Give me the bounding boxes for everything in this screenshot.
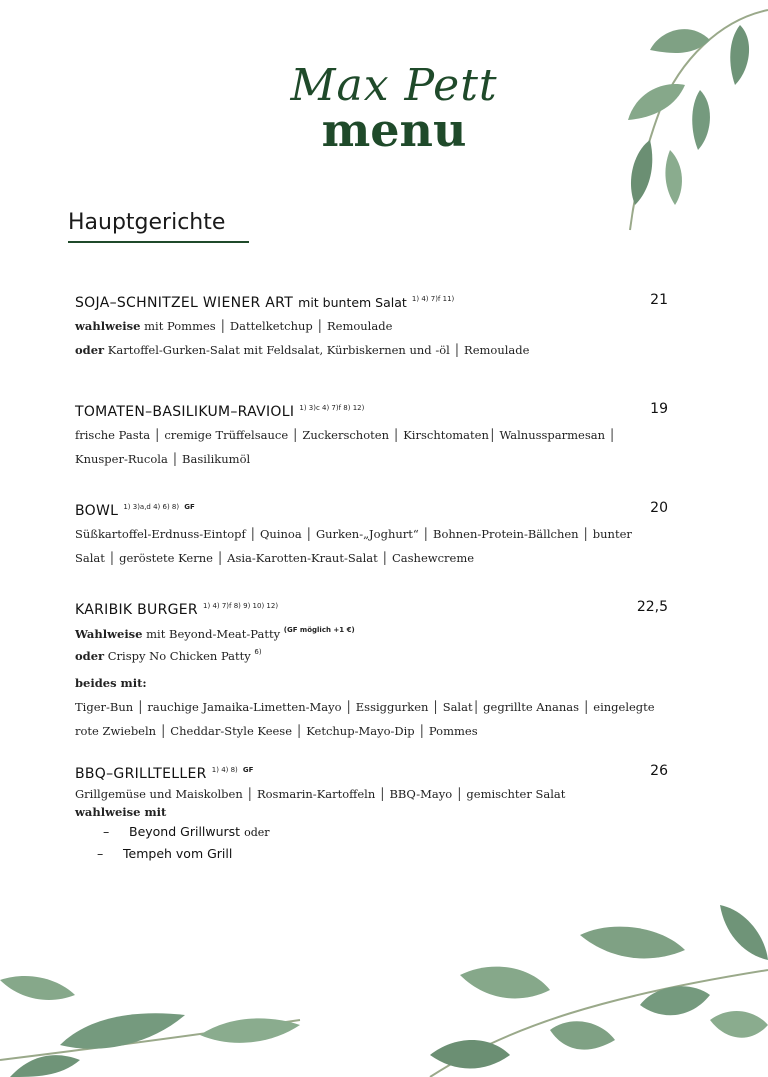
allergen-codes: 1) 4) 8) xyxy=(211,766,238,774)
dash-bullet-icon: – xyxy=(97,846,104,861)
gf-note-label: (GF möglich xyxy=(283,626,334,634)
both-with-label: beides mit: xyxy=(75,676,147,690)
dish-description-line: Knusper-Rucola │ Basilikumöl xyxy=(75,452,251,466)
dish-karibik-burger xyxy=(75,599,675,743)
option-label: oder xyxy=(75,343,105,357)
dish-price: 19 xyxy=(650,401,668,417)
option-text: Beyond Grillwurst xyxy=(129,824,241,839)
choice-option xyxy=(103,821,675,843)
gf-note-surcharge: +1 €) xyxy=(333,626,355,634)
option-label: wahlweise xyxy=(75,319,141,333)
option-text: mit Beyond-Meat-Patty xyxy=(142,627,284,641)
dish-option-line xyxy=(75,314,675,338)
option-label: oder xyxy=(75,649,105,663)
dish-name: SOJA–SCHNITZEL WIENER ART xyxy=(75,295,294,311)
option-label: Wahlweise xyxy=(75,627,143,641)
dish-bbq-grillteller xyxy=(75,763,675,864)
option-conjunction: oder xyxy=(244,826,270,839)
leaf-branch-bottom-left-decoration xyxy=(0,950,330,1077)
dish-description-line: Grillgemüse und Maiskolben │ Rosmarin-Kartoffeln │ BBQ-Mayo │ gemischter Salat xyxy=(75,787,566,801)
dish-description-line: Salat │ geröstete Kerne │ Asia-Karotten-Kraut-Salat │ Cashewcreme xyxy=(75,551,475,565)
allergen-codes: 1) 4) 7)f 8) 9) 10) 12) xyxy=(203,602,279,610)
gluten-free-tag: GF xyxy=(242,766,254,774)
dish-subtitle: mit buntem Salat xyxy=(298,295,407,310)
gluten-free-tag: GF xyxy=(184,503,195,511)
option-text: Tempeh vom Grill xyxy=(123,846,233,861)
dish-name: BOWL xyxy=(75,503,119,519)
dish-description-line: Tiger-Bun │ rauchige Jamaika-Limetten-Mayo │ Essiggurken │ Salat│ gegrillte Ananas │ eingelegte xyxy=(75,700,655,714)
allergen-codes: 6) xyxy=(254,648,262,656)
brand-logo xyxy=(284,60,504,157)
dish-name: TOMATEN–BASILIKUM–RAVIOLI xyxy=(75,404,295,420)
dash-bullet-icon: – xyxy=(103,824,110,839)
allergen-codes: 1) 3)c 4) 7)f 8) 12) xyxy=(299,404,365,412)
dish-description-line: frische Pasta │ cremige Trüffelsauce │ Zuckerschoten │ Kirschtomaten│ Walnussparmesan │ xyxy=(75,428,616,442)
section-title: Hauptgerichte xyxy=(68,210,249,243)
dish-option-line xyxy=(75,338,675,362)
brand-script-name: Max Pett xyxy=(290,60,498,111)
dish-price: 26 xyxy=(650,763,668,779)
dish-price: 21 xyxy=(650,292,668,308)
leaf-branch-top-right-decoration xyxy=(590,0,768,235)
allergen-codes: 1) 3)a,d 4) 6) 8) xyxy=(123,503,180,511)
option-text: mit Pommes │ Dattelketchup │ Remoulade xyxy=(140,319,393,333)
leaf-branch-bottom-right-decoration xyxy=(410,895,768,1077)
choice-option xyxy=(97,843,675,864)
allergen-codes: 1) 4) 7)f 11) xyxy=(411,295,455,303)
dish-name: BBQ–GRILLTELLER xyxy=(75,766,207,782)
menu-heading: menu xyxy=(321,103,467,157)
dish-soja-schnitzel xyxy=(75,292,675,362)
dish-description-line: rote Zwiebeln │ Cheddar-Style Keese │ Ketchup-Mayo-Dip │ Pommes xyxy=(75,724,478,738)
dish-tomaten-basilikum-ravioli xyxy=(75,401,675,471)
gf-note xyxy=(284,626,355,634)
dish-option-line xyxy=(75,643,675,665)
option-text: Kartoffel-Gurken-Salat mit Feldsalat, Kürbiskernen und -öl │ Remoulade xyxy=(104,343,530,357)
dish-bowl xyxy=(75,500,675,570)
dish-option-line xyxy=(75,621,675,643)
option-text: Crispy No Chicken Patty xyxy=(104,649,255,663)
dish-description-line: Süßkartoffel-Erdnuss-Eintopf │ Quinoa │ Gurken-„Joghurt“ │ Bohnen-Protein-Bällchen │ bunter xyxy=(75,527,632,541)
dish-price: 20 xyxy=(650,500,668,516)
dish-price: 22,5 xyxy=(636,599,668,615)
choice-label: wahlweise mit xyxy=(75,805,167,819)
dish-name: KARIBIK BURGER xyxy=(75,602,198,618)
